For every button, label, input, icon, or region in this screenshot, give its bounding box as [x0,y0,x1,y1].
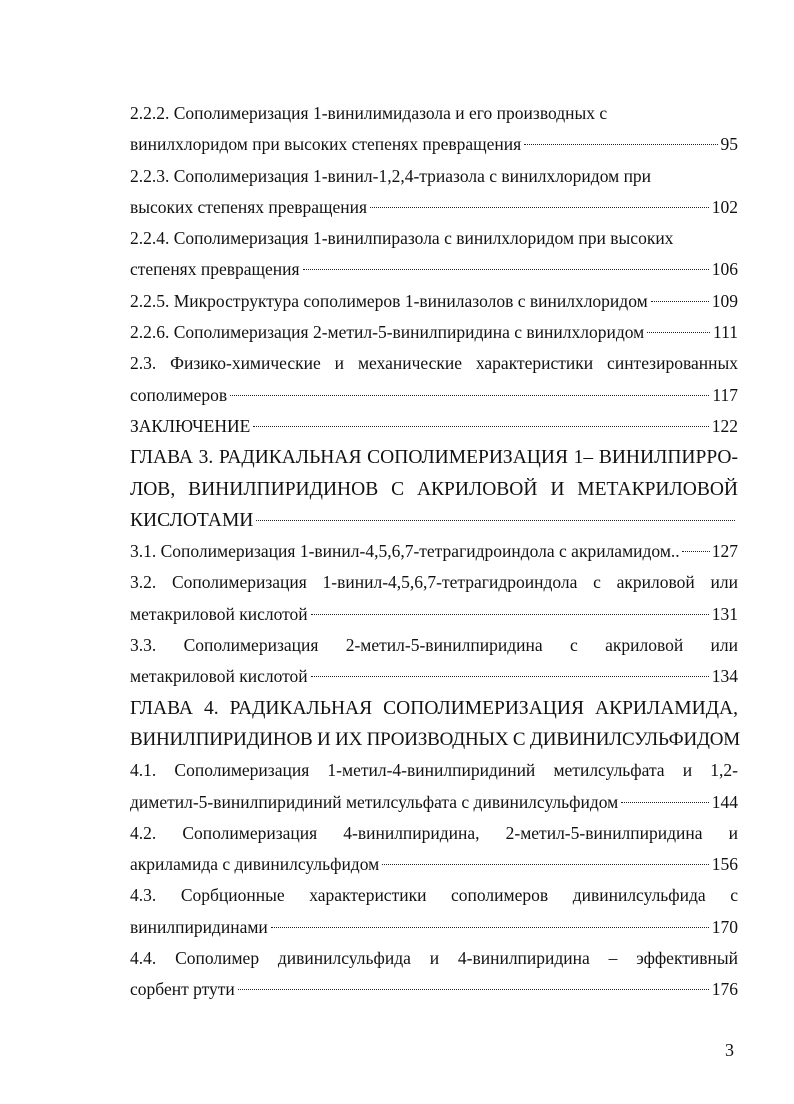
toc-page: 127 [711,541,738,562]
toc-page: 144 [711,791,738,812]
toc-entry-title: сорбент ртути [130,979,235,1000]
toc-page: 176 [711,979,738,1000]
chapter-heading-line: ЛОВ, ВИНИЛПИРИДИНОВ С АКРИЛОВОЙ И МЕТАКРИЛОВОЙ [130,478,738,500]
toc-entry [130,380,738,411]
toc-entry-title: степенях превращения [130,259,300,280]
toc-page: 156 [711,854,738,875]
toc-entry-title: винилпиридинами [130,916,268,937]
toc-entry [130,129,738,160]
toc-page: 106 [711,259,738,280]
toc-line: 4.3. Сорбционные характеристики сополимеров дивинилсульфида с [130,885,738,906]
toc-line: 3.2. Сополимеризация 1-винил-4,5,6,7-тетрагидроиндола с акриловой или [130,572,738,593]
toc-entry-title: метакриловой кислотой [130,603,308,624]
toc-line: 2.2.4. Сополимеризация 1-винилпиразола с винилхлоридом при высоких [130,228,674,249]
toc-page: 134 [711,666,738,687]
toc-entry [130,536,738,567]
toc-line: 2.2.2. Сополимеризация 1-винилимидазола и его производных с [130,103,608,123]
table-of-contents [130,98,738,1006]
toc-page: 117 [712,384,738,405]
toc-entry [130,974,738,1005]
toc-line: 3.3. Сополимеризация 2-метил-5-винилпиридина с акриловой или [130,635,738,656]
toc-entry [130,286,738,317]
toc-entry [130,254,738,285]
toc-entry-title: метакриловой кислотой [130,666,308,687]
toc-entry [130,661,738,692]
toc-line: 2.3. Физико-химические и механические характеристики синтезированных [130,353,738,374]
toc-page: 102 [711,196,738,217]
toc-entry-title: 2.2.6. Сополимеризация 2-метил-5-винилпиридина с винилхлоридом [130,322,645,343]
toc-page: 170 [711,916,738,937]
toc-line: 4.4. Сополимер дивинилсульфида и 4-винилпиридина – эффективный [130,948,738,969]
toc-entry [130,505,738,536]
toc-line: 4.1. Сополимеризация 1-метил-4-винилпиридиний метилсульфата и 1,2- [130,760,738,781]
toc-entry-title: винилхлоридом при высоких степенях превращения [130,134,522,155]
toc-entry [130,912,738,943]
toc-entry [130,849,738,880]
chapter-heading-line: ВИНИЛПИРИДИНОВ И ИХ ПРОИЗВОДНЫХ С ДИВИНИЛСУЛЬФИДОМ [130,728,740,750]
toc-entry-title: диметил-5-винилпиридиний метилсульфата с дивинилсульфидом [130,791,619,812]
toc-page: 109 [711,290,738,311]
toc-entry-title: 2.2.5. Микроструктура сополимеров 1-винилазолов с винилхлоридом [130,290,648,311]
toc-page: 95 [720,134,738,155]
chapter-heading-line: ГЛАВА 3. РАДИКАЛЬНАЯ СОПОЛИМЕРИЗАЦИЯ 1– ВИНИЛПИРРО- [130,447,738,469]
chapter-heading-line: ГЛАВА 4. РАДИКАЛЬНАЯ СОПОЛИМЕРИЗАЦИЯ АКРИЛАМИДА, [130,697,738,719]
toc-entry-title: ЗАКЛЮЧЕНИЕ [130,415,251,436]
toc-entry [130,411,738,442]
toc-page: 131 [711,603,738,624]
toc-page: 111 [713,322,738,343]
page-number: 3 [725,1040,734,1060]
toc-entry-title: 3.1. Сополимеризация 1-винил-4,5,6,7-тетрагидроиндола с акриламидом.. [130,541,680,562]
toc-line: 2.2.3. Сополимеризация 1-винил-1,2,4-триазола с винилхлоридом при [130,165,652,186]
toc-entry-title: сополимеров [130,384,228,405]
toc-entry-title: высоких степенях превращения [130,196,368,217]
toc-entry [130,787,738,818]
toc-entry [130,599,738,630]
toc-entry [130,192,738,223]
toc-page: 122 [711,415,738,436]
toc-entry-title: КИСЛОТАМИ [130,509,254,531]
toc-entry-title: акриламида с дивинилсульфидом [130,854,380,875]
toc-entry [130,317,738,348]
toc-line: 4.2. Сополимеризация 4-винилпиридина, 2-метил-5-винилпиридина и [130,822,738,843]
